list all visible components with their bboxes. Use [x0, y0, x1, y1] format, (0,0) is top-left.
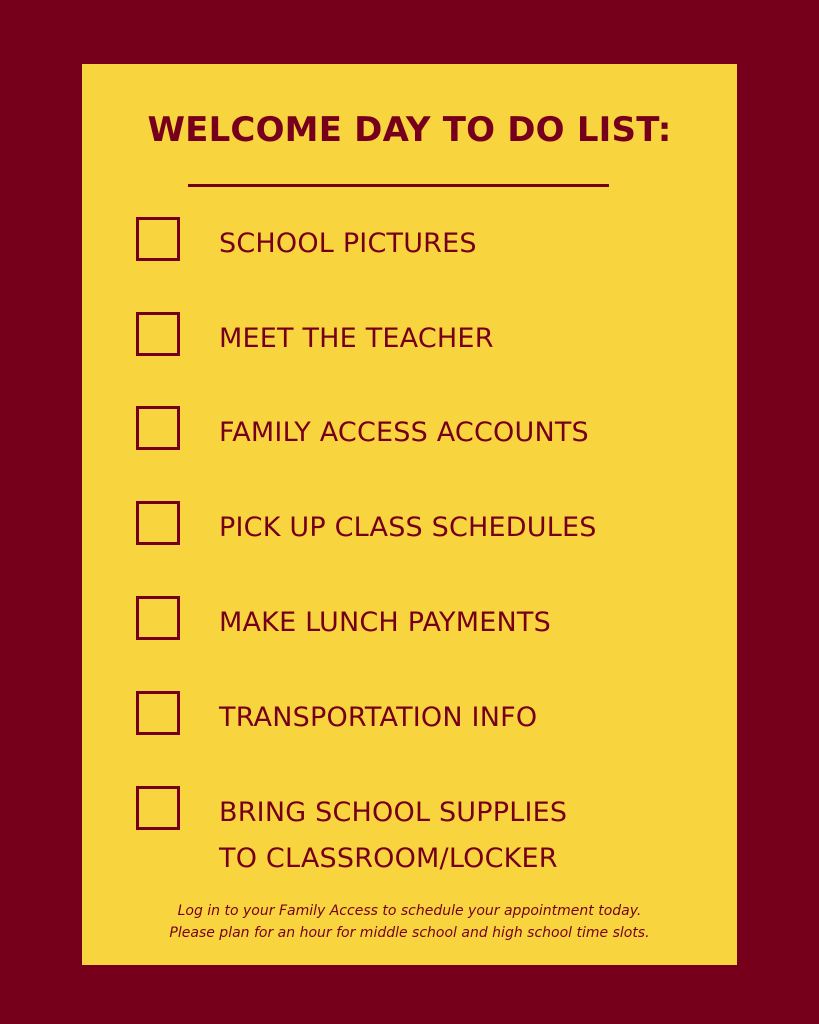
todo-item-label: MAKE LUNCH PAYMENTS — [219, 607, 551, 638]
checkbox[interactable] — [136, 691, 180, 735]
todo-item-label: PICK UP CLASS SCHEDULES — [219, 512, 597, 543]
todo-item-family-access — [136, 406, 696, 456]
todo-item-label: MEET THE TEACHER — [219, 323, 494, 354]
footnote-line: Please plan for an hour for middle school and high school time slots. — [169, 925, 650, 941]
checkbox[interactable] — [136, 501, 180, 545]
todo-item-meet-the-teacher — [136, 312, 696, 362]
checkbox[interactable] — [136, 312, 180, 356]
footnote — [82, 900, 737, 944]
todo-item-label: FAMILY ACCESS ACCOUNTS — [219, 417, 589, 448]
todo-item-label: BRING SCHOOL SUPPLIES TO CLASSROOM/LOCKER — [219, 797, 568, 874]
todo-item-school-supplies — [136, 786, 696, 874]
todo-list — [82, 64, 737, 965]
checkbox[interactable] — [136, 406, 180, 450]
checkbox[interactable] — [136, 786, 180, 830]
todo-item-label: TRANSPORTATION INFO — [219, 702, 538, 733]
checkbox[interactable] — [136, 217, 180, 261]
todo-card — [82, 64, 737, 965]
todo-item-label: SCHOOL PICTURES — [219, 228, 477, 259]
page-title: WELCOME DAY TO DO LIST: — [147, 110, 672, 150]
footnote-line: Log in to your Family Access to schedule your appointment today. — [177, 903, 642, 919]
todo-item-class-schedules — [136, 501, 696, 551]
todo-item-lunch-payments — [136, 596, 696, 646]
todo-item-transportation — [136, 691, 696, 741]
checkbox[interactable] — [136, 596, 180, 640]
todo-item-school-pictures — [136, 217, 696, 267]
